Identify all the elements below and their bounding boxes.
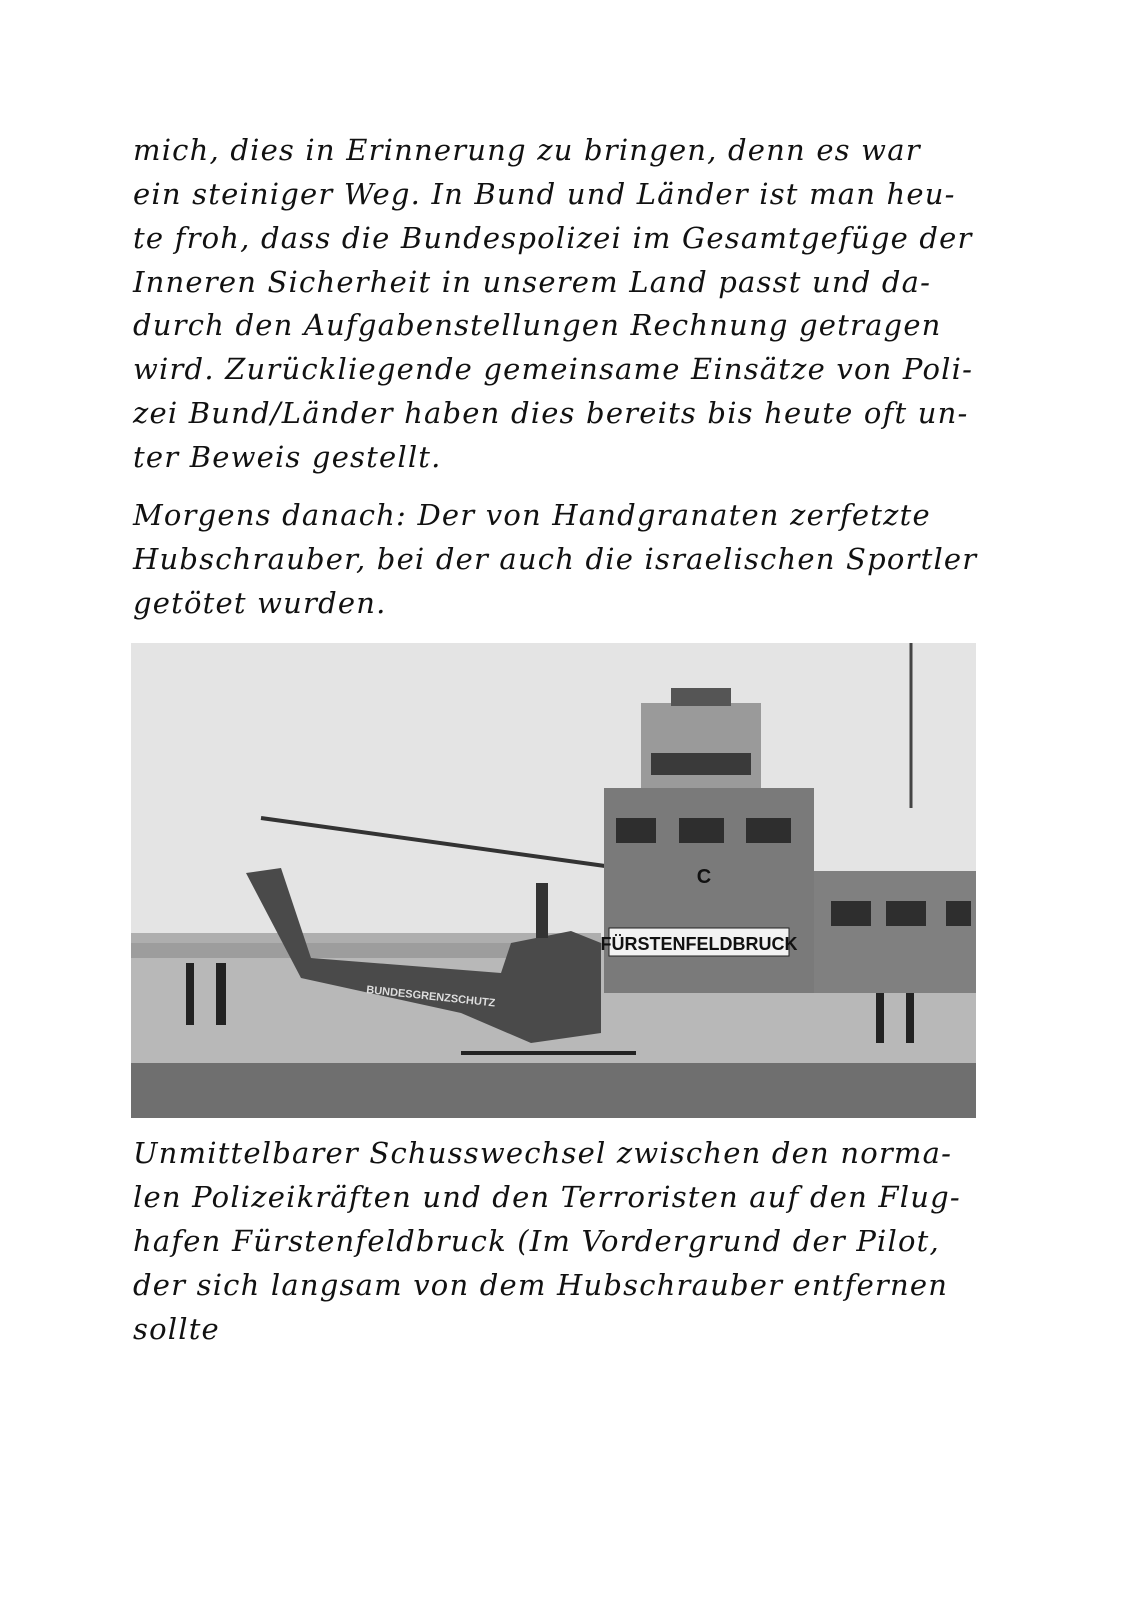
- text-line: mich, dies in Erinnerung zu bringen, denn es war: [133, 133, 921, 167]
- text-line: Morgens danach: Der von Handgranaten zerfetzte: [133, 498, 931, 532]
- text-line: te froh, dass die Bundespolizei im Gesamtgefüge der: [133, 221, 973, 255]
- text-line: hafen Fürstenfeldbruck (Im Vordergrund der Pilot,: [133, 1224, 940, 1258]
- text-line: ter Beweis gestellt.: [133, 440, 442, 474]
- airport-sign: FÜRSTENFELDBRUCK: [600, 934, 798, 954]
- text-line: sollte: [133, 1312, 220, 1346]
- tower-letter: C: [696, 866, 712, 888]
- helicopter-photo: [131, 643, 976, 1118]
- text-line: der sich langsam von dem Hubschrauber entfernen: [133, 1268, 949, 1302]
- text-line: Hubschrauber, bei der auch die israelischen Sportler: [133, 542, 978, 576]
- text-line: len Polizeikräften und den Terroristen auf den Flug-: [133, 1180, 961, 1214]
- text-line: wird. Zurückliegende gemeinsame Einsätze von Poli-: [133, 352, 974, 386]
- text-line: durch den Aufgabenstellungen Rechnung getragen: [133, 308, 942, 342]
- text-line: Unmittelbarer Schusswechsel zwischen den norma-: [133, 1136, 953, 1170]
- text-line: zei Bund/Länder haben dies bereits bis heute oft un-: [133, 396, 969, 430]
- text-line: Inneren Sicherheit in unserem Land passt und da-: [133, 265, 932, 299]
- text-line: getötet wurden.: [133, 586, 387, 620]
- text-line: ein steiniger Weg. In Bund und Länder ist man heu-: [133, 177, 956, 211]
- helicopter-label: BUNDESGRENZSCHUTZ: [365, 984, 496, 1010]
